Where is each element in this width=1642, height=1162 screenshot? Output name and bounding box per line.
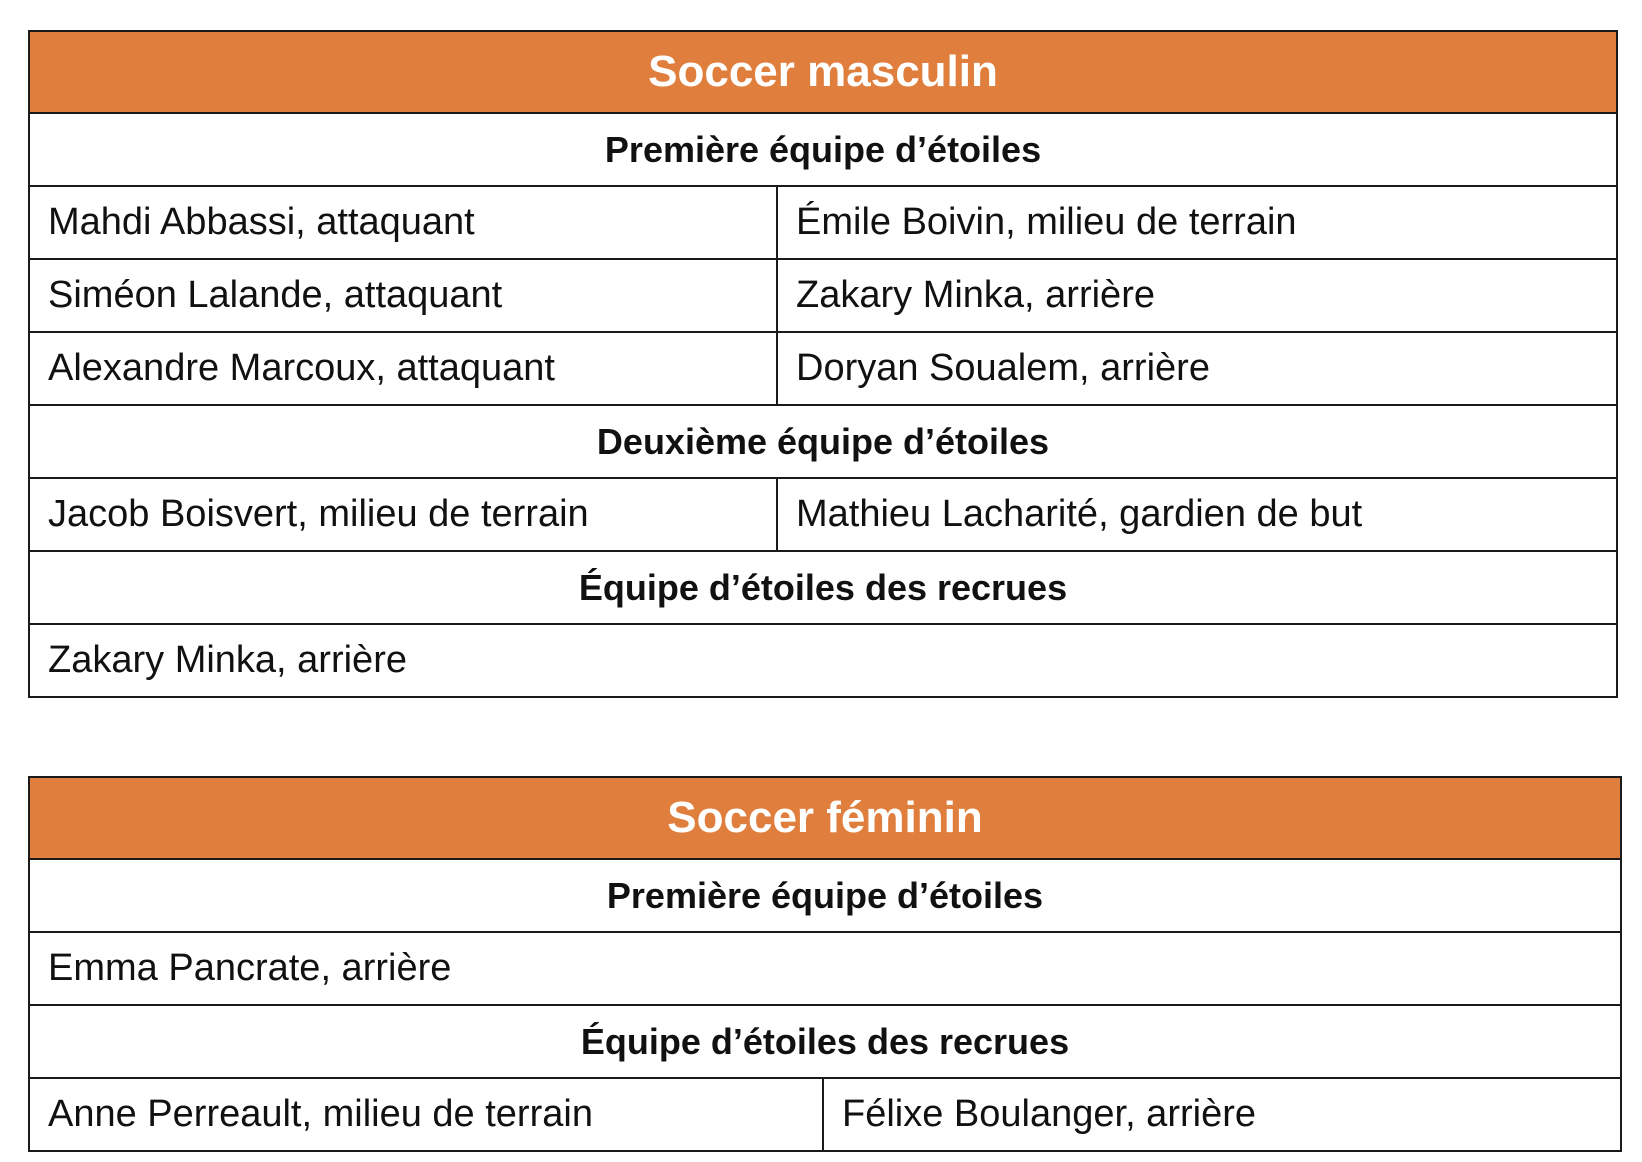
section-heading-row <box>29 405 1617 478</box>
player-cell: Doryan Soualem, arrière <box>777 332 1617 405</box>
table-title: Soccer féminin <box>29 777 1621 859</box>
section-heading: Équipe d’étoiles des recrues <box>29 1005 1621 1078</box>
table-title-row <box>29 31 1617 113</box>
section-heading: Équipe d’étoiles des recrues <box>29 551 1617 624</box>
table-row <box>29 932 1621 1005</box>
table-soccer-feminin <box>28 776 1622 1152</box>
table-title-row <box>29 777 1621 859</box>
player-cell: Alexandre Marcoux, attaquant <box>29 332 777 405</box>
player-cell: Zakary Minka, arrière <box>777 259 1617 332</box>
player-cell: Siméon Lalande, attaquant <box>29 259 777 332</box>
player-cell: Anne Perreault, milieu de terrain <box>29 1078 823 1151</box>
section-heading: Deuxième équipe d’étoiles <box>29 405 1617 478</box>
table-row <box>29 1078 1621 1151</box>
table-soccer-masculin <box>28 30 1618 698</box>
section-heading-row <box>29 113 1617 186</box>
section-heading: Première équipe d’étoiles <box>29 113 1617 186</box>
table-row <box>29 186 1617 259</box>
table-row <box>29 478 1617 551</box>
player-cell: Émile Boivin, milieu de terrain <box>777 186 1617 259</box>
table-title: Soccer masculin <box>29 31 1617 113</box>
section-heading: Première équipe d’étoiles <box>29 859 1621 932</box>
section-heading-row <box>29 1005 1621 1078</box>
section-heading-row <box>29 859 1621 932</box>
table-row <box>29 624 1617 697</box>
table-row <box>29 332 1617 405</box>
player-cell: Zakary Minka, arrière <box>29 624 1617 697</box>
player-cell: Mathieu Lacharité, gardien de but <box>777 478 1617 551</box>
player-cell: Félixe Boulanger, arrière <box>823 1078 1621 1151</box>
section-heading-row <box>29 551 1617 624</box>
player-cell: Jacob Boisvert, milieu de terrain <box>29 478 777 551</box>
player-cell: Emma Pancrate, arrière <box>29 932 1621 1005</box>
player-cell: Mahdi Abbassi, attaquant <box>29 186 777 259</box>
table-row <box>29 259 1617 332</box>
